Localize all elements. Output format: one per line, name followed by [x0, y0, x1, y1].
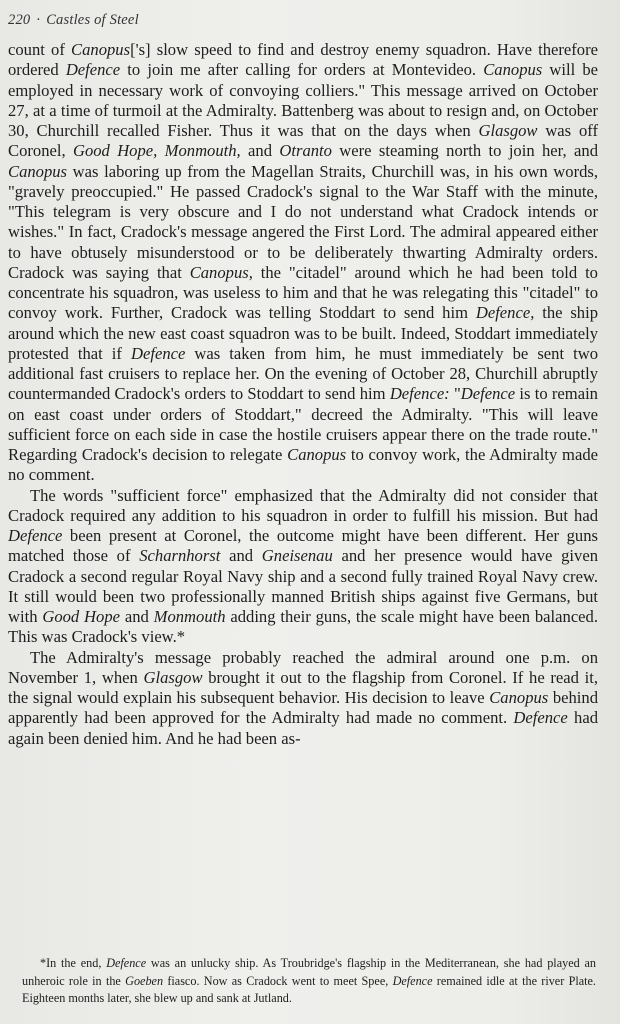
paragraph-1-run-16: the "citadel" around which he had been told to concentrate his squadron, was useless to him and that he was relegating this "citadel" to convoy work. Further, Cradock was telling Stoddart to send him — [8, 262, 598, 323]
paragraph-1-run-10: and — [240, 141, 280, 161]
paragraph-3-run-0: The Admiralty's message probably reached the admiral around one p.m. on November 1, when — [8, 647, 598, 687]
paragraph-2-run-9: Monmouth — [153, 607, 226, 626]
paragraph-2-run-1: Defence — [8, 526, 63, 545]
paragraph-1 — [8, 40, 598, 486]
paragraph-2-run-0: The words "sufficient force" emphasized that the Admiralty did not consider that Cradock required any addition to his squadron in order to fulfill his mission. But had — [8, 485, 598, 525]
paragraph-1-run-2: ['s] slow speed to find and destroy enemy squadron. Have therefore ordered — [8, 40, 598, 80]
paragraph-2-run-2: been present at Coronel, the outcome might have been different. Her guns matched those of — [8, 526, 598, 566]
paragraph-1-run-19: Defence — [131, 343, 186, 363]
footnote-run-3: Goeben — [125, 973, 164, 988]
paragraph-3-run-2: brought it out to the flagship from Coronel. If he read it, the signal would explain his subsequent behavior. His decision to leave — [8, 667, 598, 707]
paragraph-3-run-4: behind apparently had been approved for the Admiralty had made no comment. — [8, 688, 598, 728]
paragraph-1-run-14: was laboring up from the Magellan Straits, Churchill was, in his own words, "gravely preoccupied." He passed Cradock's signal to the War Staff with the minute, "This telegram is very obscure and I do not understand what Cradock intends or wishes." In fact, Cradock's message angered the First Lord. The admiral appeared either to have obtusely misunderstood or to be deliberately thwarting Admiralty orders. Cradock was saying that — [8, 161, 598, 282]
paragraph-2-run-10: adding their guns, the scale might have been balanced. This was Cradock's view.* — [8, 607, 598, 647]
paragraph-1-run-11: Otranto — [279, 141, 332, 161]
paragraph-1-run-7: Glasgow — [478, 121, 538, 140]
paragraph-1-run-1: Canopus — [71, 40, 131, 59]
paragraph-1-run-17: Defence, — [475, 303, 535, 323]
running-head — [8, 10, 598, 40]
paragraph-1-run-24: is to remain on east coast under orders of Stoddart," decreed the Admiralty. "This will leave sufficient force on each side in case the hostile cruisers appear there on the trade route." Regarding Cradock's decision to relegate — [8, 384, 598, 464]
page-number: 220 — [8, 12, 31, 28]
paragraph-2-run-5: Gneisenau — [261, 546, 333, 566]
footnote — [22, 955, 596, 1008]
paragraph-3-run-1: Glasgow — [143, 667, 203, 687]
paragraph-1-run-26: to convoy work, the Admiralty made no comment. — [8, 445, 598, 485]
header-separator: · — [36, 12, 41, 28]
paragraph-2 — [8, 486, 598, 648]
paragraph-1-run-20: was taken from him, he must immediately be sent two additional fast cruisers to replace her. On the evening of October 28, Churchill abruptly countermanded Cradock's orders to Stoddart to send him — [8, 343, 598, 404]
paragraph-1-run-8: was off Coronel, — [8, 121, 598, 161]
paragraph-1-run-6: will be employed in necessary work of convoying colliers." This message arrived on October 27, at a time of turmoil at the Admiralty. Battenberg was about to resign and, on October 30, Churchill recalled Fisher. Thus it was that on the days when — [8, 60, 599, 140]
paragraph-1-run-0: count of — [8, 40, 72, 59]
paragraph-3-run-3: Canopus — [489, 688, 549, 707]
paragraph-1-run-3: Defence — [65, 60, 121, 80]
paragraph-1-run-5: Canopus — [483, 60, 543, 80]
footnote-run-0: *In the end, — [40, 956, 107, 970]
paragraph-3-run-6: had again been denied him. And he had been as- — [8, 708, 599, 748]
footnote-run-5: Defence — [392, 973, 433, 988]
running-title: Castles of Steel — [46, 12, 139, 28]
paragraph-1-run-25: Canopus — [287, 445, 347, 464]
paragraph-2-run-4: and — [220, 546, 262, 566]
paragraph-1-run-4: to join me after calling for orders at Montevideo. — [120, 60, 484, 80]
footnote-run-6: remained idle at the river Plate. Eighteen months later, she blew up and sank at Jutland. — [22, 973, 596, 1005]
footnote-run-4: fiasco. Now as Cradock went to meet Spee, — [163, 973, 393, 988]
paragraph-2-run-7: Good Hope — [42, 607, 120, 626]
paragraph-1-run-22: " — [449, 384, 461, 404]
paragraph-2-run-3: Scharnhorst — [139, 546, 221, 566]
paragraph-1-run-13: Canopus — [8, 161, 68, 181]
paragraph-1-run-9: Good Hope, Monmouth, — [72, 141, 241, 161]
body-text — [8, 40, 598, 749]
paragraph-1-run-18: the ship around which the new east coast squadron was to be built. Indeed, Stoddart immediately protested that if — [8, 303, 598, 363]
paragraph-1-run-15: Canopus, — [189, 262, 253, 282]
paragraph-1-run-23: Defence — [460, 384, 516, 404]
paragraph-3 — [8, 648, 598, 749]
paragraph-1-run-21: Defence: — [389, 384, 450, 404]
footnote-run-2: was an unlucky ship. As Troubridge's flagship in the Mediterranean, she had played an unheroic role in the — [22, 956, 597, 988]
footnote-run-1: Defence — [106, 956, 147, 970]
paragraph-2-run-8: and — [120, 607, 154, 626]
paragraph-1-run-12: were steaming north to join her, and — [331, 141, 598, 161]
paragraph-3-run-5: Defence — [513, 708, 568, 728]
paragraph-2-run-6: and her presence would have given Cradock a second regular Royal Navy ship and a second fully trained Royal Navy crew. It still would been two professionally manned British ships against five Germans, but with — [8, 546, 598, 626]
